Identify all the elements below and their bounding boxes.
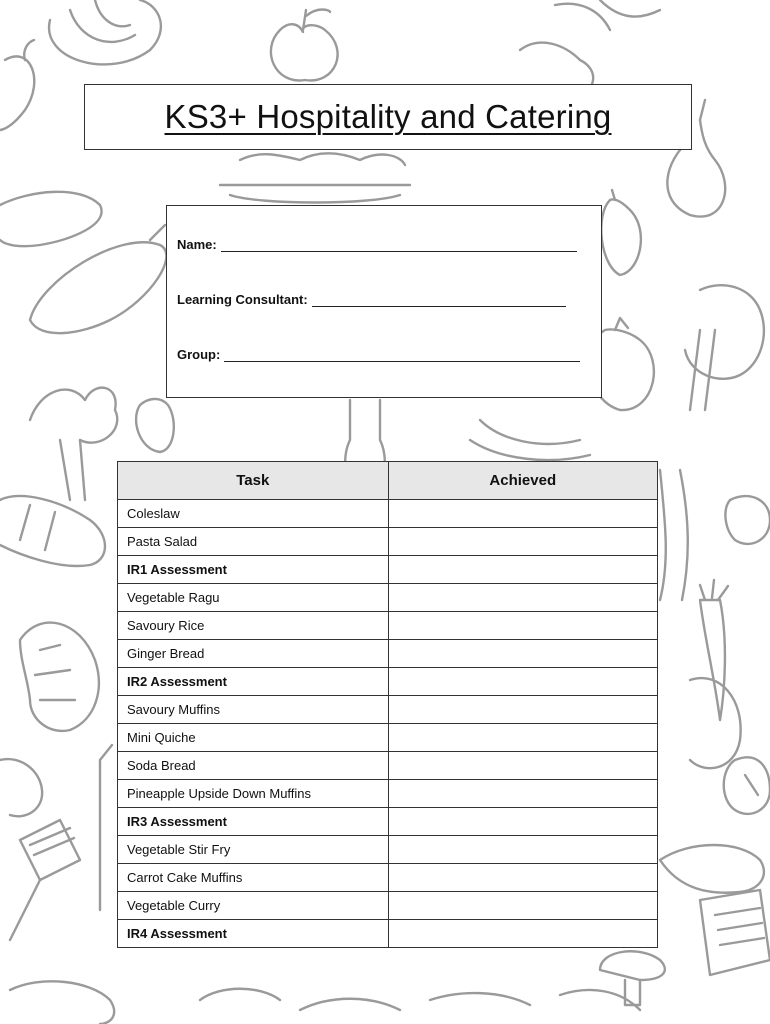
table-row xyxy=(118,668,658,696)
achieved-cell[interactable] xyxy=(388,864,657,892)
table-header-row xyxy=(118,462,658,500)
achieved-cell[interactable] xyxy=(388,584,657,612)
table-row xyxy=(118,780,658,808)
table-row xyxy=(118,920,658,948)
table-row xyxy=(118,556,658,584)
task-cell: Vegetable Stir Fry xyxy=(118,836,389,864)
baguette-icon xyxy=(0,496,105,566)
task-cell: Soda Bread xyxy=(118,752,389,780)
table-row xyxy=(118,612,658,640)
task-cell: Pineapple Upside Down Muffins xyxy=(118,780,389,808)
achieved-cell[interactable] xyxy=(388,612,657,640)
grater-icon xyxy=(700,890,770,975)
cake-stand-icon xyxy=(220,153,410,202)
table-row xyxy=(118,528,658,556)
achieved-cell[interactable] xyxy=(388,752,657,780)
table-row xyxy=(118,640,658,668)
task-cell: Savoury Rice xyxy=(118,612,389,640)
table-row xyxy=(118,836,658,864)
cabbage-icon xyxy=(49,0,161,64)
achieved-cell[interactable] xyxy=(388,780,657,808)
task-cell: Carrot Cake Muffins xyxy=(118,864,389,892)
achieved-cell[interactable] xyxy=(388,808,657,836)
header-achieved: Achieved xyxy=(388,462,657,500)
carton-icon xyxy=(100,745,112,910)
lemon-icon xyxy=(725,496,770,544)
bottle-right-icon xyxy=(660,470,688,600)
task-cell: IR2 Assessment xyxy=(118,668,389,696)
broccoli-icon xyxy=(685,285,764,410)
cucumber-icon xyxy=(0,192,102,246)
bottle-icon xyxy=(345,400,385,470)
scallion-icon xyxy=(470,420,590,460)
header-task: Task xyxy=(118,462,389,500)
task-cell: Ginger Bread xyxy=(118,640,389,668)
potato-icon xyxy=(136,399,174,452)
student-info-box xyxy=(166,205,602,398)
zucchini-icon xyxy=(30,225,166,333)
group-field[interactable] xyxy=(224,349,580,362)
table-row xyxy=(118,752,658,780)
pasta-icon xyxy=(200,989,640,1010)
achieved-cell[interactable] xyxy=(388,640,657,668)
brush-icon xyxy=(10,820,80,940)
table-row xyxy=(118,808,658,836)
eggplant-icon xyxy=(660,845,764,893)
achieved-cell[interactable] xyxy=(388,724,657,752)
apple-icon xyxy=(271,10,338,81)
table-row xyxy=(118,584,658,612)
table-row xyxy=(118,696,658,724)
achieved-cell[interactable] xyxy=(388,528,657,556)
croissant-icon xyxy=(20,623,99,731)
consultant-line xyxy=(177,292,566,307)
achieved-cell[interactable] xyxy=(388,696,657,724)
table-row xyxy=(118,892,658,920)
consultant-field[interactable] xyxy=(312,294,566,307)
lemon-slice-icon xyxy=(0,759,42,816)
mushroom-icon xyxy=(600,951,665,1005)
task-cell: Savoury Muffins xyxy=(118,696,389,724)
task-cell: Mini Quiche xyxy=(118,724,389,752)
achieved-cell[interactable] xyxy=(388,556,657,584)
consultant-label: Learning Consultant: xyxy=(177,292,308,307)
page-title: KS3+ Hospitality and Catering xyxy=(164,98,612,135)
bread-roll-icon xyxy=(724,757,770,814)
group-line xyxy=(177,347,580,362)
onion-icon xyxy=(601,190,641,275)
achieved-cell[interactable] xyxy=(388,668,657,696)
achieved-cell[interactable] xyxy=(388,892,657,920)
achieved-cell[interactable] xyxy=(388,836,657,864)
task-cell: IR4 Assessment xyxy=(118,920,389,948)
table-row xyxy=(118,724,658,752)
task-cell: Vegetable Ragu xyxy=(118,584,389,612)
chili-icon xyxy=(0,40,34,130)
title-box xyxy=(84,84,692,150)
carrot-icon xyxy=(700,580,728,720)
task-cell: Coleslaw xyxy=(118,500,389,528)
broccoli-left-icon xyxy=(30,388,117,500)
table-row xyxy=(118,500,658,528)
group-label: Group: xyxy=(177,347,221,362)
lettuce-icon xyxy=(520,0,660,95)
achieved-cell[interactable] xyxy=(388,500,657,528)
task-cell: IR1 Assessment xyxy=(118,556,389,584)
task-cell: Vegetable Curry xyxy=(118,892,389,920)
task-cell: Pasta Salad xyxy=(118,528,389,556)
table-row xyxy=(118,864,658,892)
task-cell: IR3 Assessment xyxy=(118,808,389,836)
task-table xyxy=(117,461,658,948)
task-table-body xyxy=(118,500,658,948)
achieved-cell[interactable] xyxy=(388,920,657,948)
sausage-icon xyxy=(10,981,114,1024)
name-line xyxy=(177,237,577,252)
name-label: Name: xyxy=(177,237,217,252)
name-field[interactable] xyxy=(221,239,577,252)
